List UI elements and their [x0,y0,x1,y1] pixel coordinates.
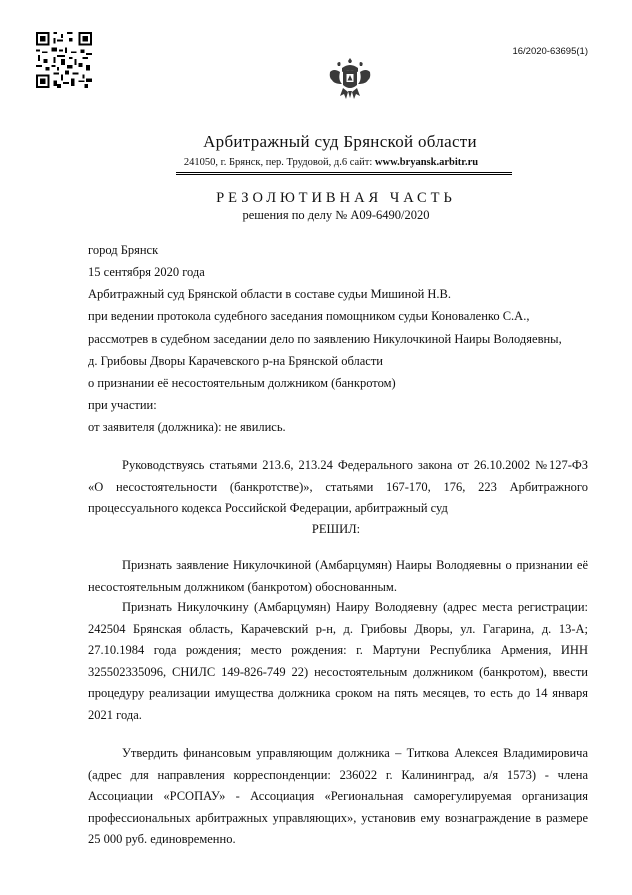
intro-line: д. Грибовы Дворы Карачевского р-на Брянской области [88,354,383,368]
court-website-link[interactable]: www.bryansk.arbitr.ru [374,157,479,168]
document-heading: РЕЗОЛЮТИВНАЯ ЧАСТЬ [216,190,456,206]
intro-line: при участии: [88,398,157,412]
decision-paragraph: Признать заявление Никулочкиной (Амбарцумян) Наиры Володяевны о признании её несостоятельным должником (банкротом) обоснованным. [88,558,588,594]
intro-line: от заявителя (должника): не явились. [88,420,286,434]
decided-label: РЕШИЛ: [311,522,361,536]
coat-of-arms-icon [328,58,372,100]
address-text: 241050, г. Брянск, пер. Трудовой, д.6 сайт: [183,157,375,168]
court-name: Арбитражный суд Брянской области [203,132,477,151]
document-subheading: решения по делу № А09-6490/2020 [242,208,430,222]
header-divider [176,172,512,173]
court-address [0,157,632,168]
intro-line: рассмотрев в судебном заседании дело по заявлению Никулочкиной Наиры Володяевны, [88,332,562,346]
intro-line: о признании её несостоятельным должником (банкротом) [88,376,396,390]
document-number: 16/2020-63695(1) [512,46,588,57]
intro-line: Арбитражный суд Брянской области в составе судьи Мишиной Н.В. [88,287,451,301]
decision-paragraph: Утвердить финансовым управляющим должника – Титкова Алексея Владимировича (адрес для направления корреспонденции: 236022 г. Калининград, а/я 1573) - члена Ассоциации «РСОПАУ» - Ассоциация «Региональная саморегулируемая организация профессиональных арбитражных управляющих», установив ему вознаграждение в размере 25 000 руб. единовременно. [88,746,588,846]
basis-paragraph: Руководствуясь статьями 213.6, 213.24 Федерального закона от 26.10.2002 №127-ФЗ «О несостоятельности (банкротстве)», статьями 167-170, 176, 223 Арбитражного процессуального кодекса Российской Федерации, арбитражный суд [88,458,588,515]
qr-code-icon [36,32,92,88]
intro-line: при ведении протокола судебного заседания помощником судьи Коноваленко С.А., [88,309,530,323]
intro-line: 15 сентября 2020 года [88,265,205,279]
header-divider [176,174,512,175]
intro-line: город Брянск [88,243,159,257]
decision-paragraph: Признать Никулочкину (Амбарцумян) Наиру Володяевну (адрес места регистрации: 242504 Брянская область, Карачевский р-н, д. Грибовы Дворы, ул. Гагарина, д. 13-А; 27.10.1984 года рождения; место рождения: г. Мартуни Республика Армения, ИНН 325502335096, СНИЛС 149-826-749 22) несостоятельным должником (банкротом), ввести процедуру реализации имущества должника сроком на пять месяцев, то есть до 14 января 2021 года. [88,600,588,722]
